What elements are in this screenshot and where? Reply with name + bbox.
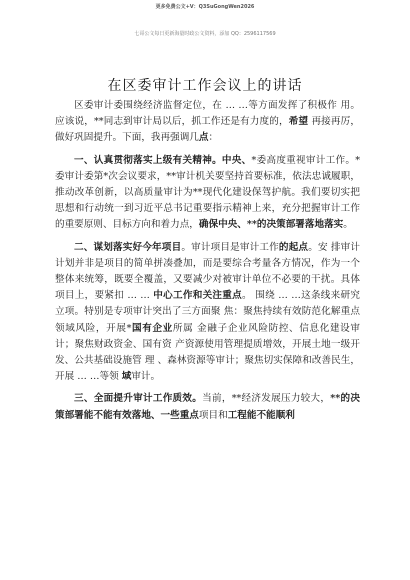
- text-segment: 再接再厉，做好巩固提升。下面，我再强调几: [55, 116, 360, 144]
- text-segment: *委高度重视审计工作。*委审计委第*次会议要求，**审计机关要坚持首要标准，依法忠诚履职，推动改革创新，以高质量审计为**现代化建设保驾护航。我们要切实把思想和行动统一到习近平总书记重要指示精神上来，充分把握审计工作的重要原则、目标方向和着力点，: [55, 154, 361, 231]
- text-segment: 项目和: [198, 409, 228, 421]
- bold-text-segment: 二、谋划落实好今年项目: [74, 241, 182, 253]
- paragraph-section-2: [55, 240, 360, 386]
- top-banner: 更多免费公文+V：Q3SuGongWen2026: [155, 4, 255, 10]
- text-segment: 。审计项目是审计工作: [181, 241, 279, 253]
- bold-text-segment: 希望: [288, 116, 309, 128]
- paragraph-section-3: [55, 391, 360, 423]
- bold-text-segment: 的起点: [278, 241, 309, 253]
- text-segment: 。安 排审计计划并非是项目的简单拼凑叠加，而是要综合考量各方情况，作为一个整体来统筹，既要全覆盖，又要减少对被审计单位不必要的干扰。具体项目上，要紧扣 … …: [55, 241, 361, 302]
- bold-text-segment: 确保中央、**的决策部署落地落实: [198, 219, 344, 231]
- bold-text-segment: 中心工作和关注重点: [153, 290, 243, 302]
- bold-text-segment: 三、全面提升审计工作质效。: [74, 393, 203, 405]
- text-segment: 审计。: [131, 371, 161, 383]
- bold-text-segment: 域: [121, 371, 132, 383]
- bold-text-segment: 国有企业: [131, 322, 173, 334]
- bold-text-segment: 一、认真贯彻落实上级有关精神。中央、: [74, 154, 252, 166]
- text-segment: 。 围绕 … …这条线来研究立项。特别是专项审计突出了三方面聚 焦：聚焦持续有效防范化解重点领域风险，开展*: [55, 290, 361, 334]
- text-segment: 所属 金融子企业风险防控、信息化建设审计；聚焦财政资金、国有资 产资源使用管理提质增效，开展土地一级开发、公共基础设施管 理 、森林资源等审计；聚焦切实保障和改善民生，开展 … …等领: [55, 322, 360, 383]
- text-segment: ：: [208, 132, 219, 144]
- paragraph-section-1: [55, 153, 360, 234]
- paragraph-intro: [55, 98, 360, 147]
- document-title: 在区委审计工作会议上的讲话: [107, 78, 303, 94]
- bold-text-segment: **的决策部署能不能有效落地、一些重点: [55, 393, 360, 421]
- text-segment: 区委审计委围绕经济监督定位，在 … …等方面发挥了积极作 用。应该说，**同志到审计局以后，抓工作还是有力度的，: [55, 100, 360, 128]
- text-segment: 。: [343, 219, 353, 231]
- document-body: [55, 98, 360, 424]
- bold-text-segment: 工程能不能顺利: [227, 409, 295, 421]
- text-segment: 当前，**经济发展压力较大，: [202, 393, 331, 405]
- bold-text-segment: 点: [198, 132, 209, 144]
- top-subline: 七哥公文每日更新海量时政公文资料，添加 QQ：2596117569: [134, 31, 276, 37]
